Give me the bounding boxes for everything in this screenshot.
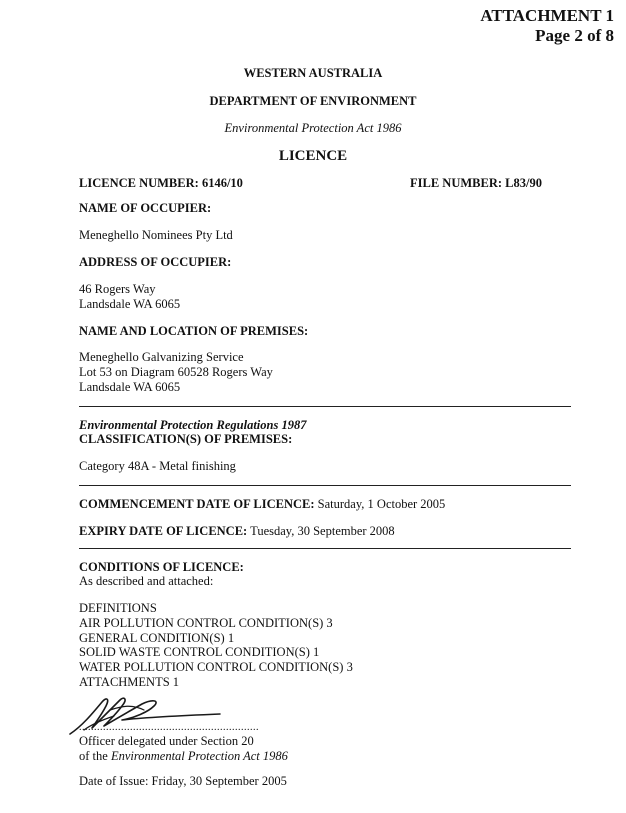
conditions-list xyxy=(79,601,353,690)
condition-item: AIR POLLUTION CONTROL CONDITION(S) 3 xyxy=(79,615,333,630)
classification-value: Category 48A - Metal finishing xyxy=(79,459,236,473)
file-number-value: L83/90 xyxy=(505,176,542,190)
occupier-label: NAME OF OCCUPIER: xyxy=(79,201,212,215)
divider xyxy=(79,406,571,407)
divider xyxy=(79,485,571,486)
licence-number-value: 6146/10 xyxy=(201,176,243,190)
premises-line: Meneghello Galvanizing Service xyxy=(79,350,244,364)
attachment-number: ATTACHMENT 1 xyxy=(480,6,614,25)
licence-number-label: LICENCE NUMBER: xyxy=(79,176,199,190)
officer-act-prefix: of the xyxy=(79,749,111,763)
signature-line: ............................................................ xyxy=(79,722,259,733)
address-label: ADDRESS OF OCCUPIER: xyxy=(79,255,232,269)
address-line: Landsdale WA 6065 xyxy=(79,297,181,311)
condition-item: ATTACHMENTS 1 xyxy=(79,674,180,689)
condition-item: SOLID WASTE CONTROL CONDITION(S) 1 xyxy=(79,645,320,660)
issue-label: Date of Issue: xyxy=(79,774,149,788)
premises-line: Landsdale WA 6065 xyxy=(79,380,181,394)
expiry-value: Tuesday, 30 September 2008 xyxy=(250,524,395,538)
licence-number xyxy=(79,176,243,191)
officer-act-name: Environmental Protection Act 1986 xyxy=(110,749,288,763)
attachment-header xyxy=(480,6,614,46)
premises-line: Lot 53 on Diagram 60528 Rogers Way xyxy=(79,365,273,379)
classification-label: CLASSIFICATION(S) OF PREMISES: xyxy=(79,432,293,446)
expiry-label: EXPIRY DATE OF LICENCE: xyxy=(79,524,248,538)
commencement-value: Saturday, 1 October 2005 xyxy=(317,497,446,511)
officer-act-line xyxy=(79,749,288,764)
department-heading: DEPARTMENT OF ENVIRONMENT xyxy=(209,94,417,108)
condition-item: WATER POLLUTION CONTROL CONDITION(S) 3 xyxy=(79,660,353,675)
act-heading: Environmental Protection Act 1986 xyxy=(224,121,402,135)
officer-line: Officer delegated under Section 20 xyxy=(79,734,254,748)
issue-date xyxy=(79,774,287,789)
occupier-name: Meneghello Nominees Pty Ltd xyxy=(79,228,233,242)
condition-item: DEFINITIONS xyxy=(79,601,157,615)
state-heading: WESTERN AUSTRALIA xyxy=(243,66,383,80)
commencement-label: COMMENCEMENT DATE OF LICENCE: xyxy=(79,497,315,511)
regulations-title: Environmental Protection Regulations 1987 xyxy=(79,418,307,432)
issue-value: Friday, 30 September 2005 xyxy=(151,774,287,788)
address-line: 46 Rogers Way xyxy=(79,282,156,296)
page-indicator: Page 2 of 8 xyxy=(535,26,614,45)
licence-title: LICENCE xyxy=(278,148,348,164)
premises-block xyxy=(79,350,273,395)
address-block xyxy=(79,282,180,312)
conditions-label: CONDITIONS OF LICENCE: xyxy=(79,560,244,574)
premises-label: NAME AND LOCATION OF PREMISES: xyxy=(79,324,309,338)
expiry-date xyxy=(79,524,395,539)
file-number-label: FILE NUMBER: xyxy=(410,176,503,190)
file-number xyxy=(410,176,542,191)
commencement-date xyxy=(79,497,445,512)
conditions-subtitle: As described and attached: xyxy=(79,574,214,588)
divider xyxy=(79,548,571,549)
condition-item: GENERAL CONDITION(S) 1 xyxy=(79,630,235,645)
